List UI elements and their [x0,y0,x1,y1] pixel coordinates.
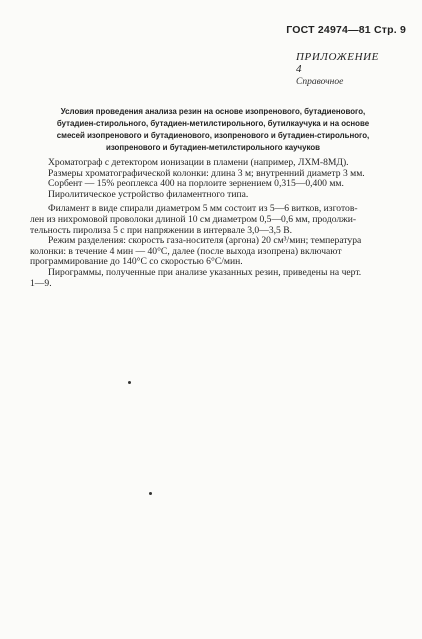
paragraph-separation-line-3: программирование до 140°С со скоростью 6°С/мин. [30,256,243,268]
document-title [40,106,386,154]
paragraph-sorbent: Сорбент — 15% реоплекса 400 на порлоите зернением 0,315—0,400 мм. [48,178,344,190]
title-line-2: бутадиен-стирольного, бутадиен-метилстирольного, бутилкаучука и на основе [56,119,370,128]
paragraph-separation-line-1: Режим разделения: скорость газа-носителя (аргона) 20 см³/мин; температура [48,235,362,247]
gost-number: ГОСТ 24974—81 [286,24,371,36]
appendix-label [296,51,386,87]
paragraph-separation-line-2: колонки: в течение 4 мин — 40°С, далее (после выхода изопрена) включают [30,245,342,257]
title-line-4: изопренового и бутадиен-метилстирольного каучуков [105,143,321,152]
scan-speck [128,381,131,384]
document-body [30,158,392,289]
appendix-title: ПРИЛОЖЕНИЕ 4 [296,51,379,75]
title-line-1: Условия проведения анализа резин на основе изопренового, бутадиенового, [60,107,366,116]
paragraph-filament-line-2: лен из нихромовой проволоки длиной 10 см диаметром 0,5—0,6 мм, продолжи- [30,213,357,225]
appendix-subtitle: Справочное [296,77,344,87]
paragraph-column-size: Размеры хроматографической колонки: длина 3 м; внутренний диаметр 3 мм. [48,167,365,179]
paragraph-filament-line-1: Филамент в виде спирали диаметром 5 мм состоит из 5—6 витков, изготов- [48,203,358,215]
paragraph-filament-line-3: тельность пиролиза 5 с при напряжении в интервале 3,0—3,5 В. [30,224,293,236]
title-line-3: смесей изопренового и бутадиенового, изопренового и бутадиен-стирольного, [56,131,370,140]
paragraph-pyrograms-line-1: Пирограммы, полученные при анализе указанных резин, приведены на черт. [48,266,362,278]
paragraph-pyrograms-line-2: 1—9. [30,277,52,289]
paragraph-chromatograph: Хроматограф с детектором ионизации в пламени (например, ЛХМ-8МД). [48,157,349,168]
page-number: Стр. 9 [373,24,406,36]
scan-speck [149,492,152,495]
page-header [286,24,406,36]
paragraph-pyrolysis-device: Пиролитическое устройство филаментного типа. [48,188,249,200]
